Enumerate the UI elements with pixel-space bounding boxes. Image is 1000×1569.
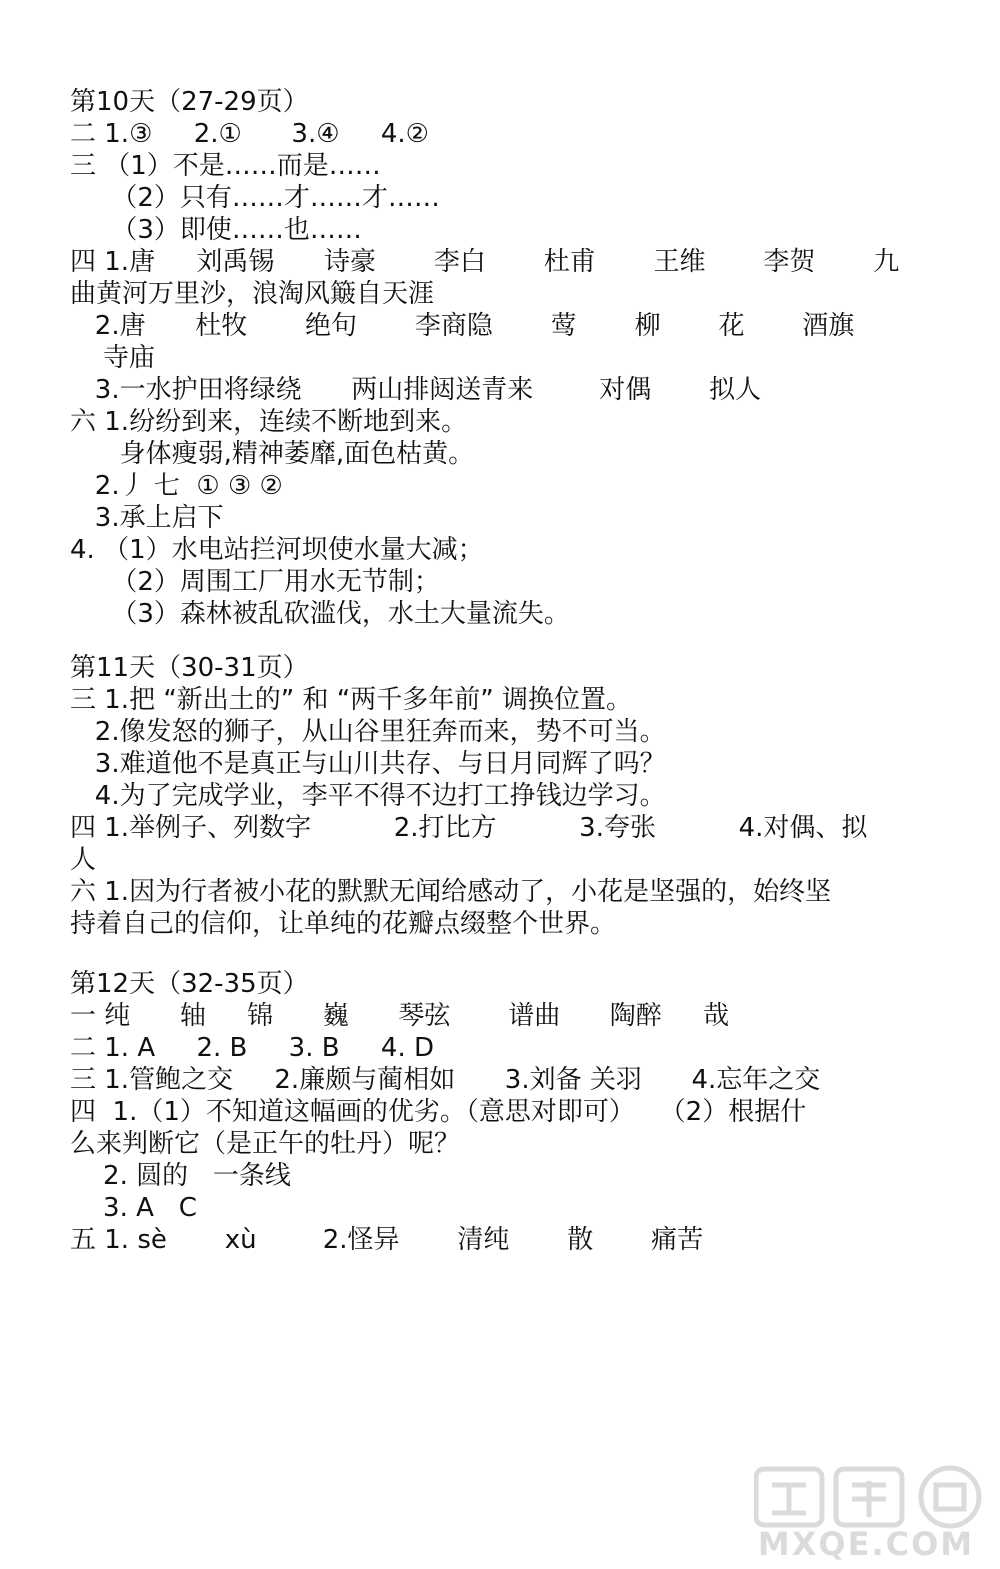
watermark-text: MXQE.COM xyxy=(757,1525,975,1563)
watermark xyxy=(746,1463,986,1563)
day12-line-7: 3. A C xyxy=(70,1193,197,1223)
day10-line-5: 四 1.唐 刘禹锡 诗豪 李白 杜甫 王维 李贺 九 xyxy=(70,247,900,277)
day10-line-9: 3.一水护田将绿绕 两山排闼送青来 对偶 拟人 xyxy=(70,375,762,405)
day10-line-12: 2.丿 七 ① ③ ② xyxy=(70,471,283,501)
day10-heading: 第10天（27-29页） xyxy=(70,87,309,117)
day10-line-16: （3）森林被乱砍滥伐，水土大量流失。 xyxy=(70,599,570,629)
day12-line-1: 一 纯 轴 锦 巍 琴弦 谱曲 陶醉 哉 xyxy=(70,1001,730,1031)
day11-line-5: 四 1.举例子、列数字 2.打比方 3.夸张 4.对偶、拟 xyxy=(70,813,868,843)
day12-line-3: 三 1.管鲍之交 2.廉颇与蔺相如 3.刘备 关羽 4.忘年之交 xyxy=(70,1065,821,1095)
day11-line-8: 持着自己的信仰，让单纯的花瓣点缀整个世界。 xyxy=(70,909,617,939)
day11-line-4: 4.为了完成学业，李平不得不边打工挣钱边学习。 xyxy=(70,781,666,811)
day10-line-13: 3.承上启下 xyxy=(70,503,224,533)
day10-line-7: 2.唐 杜牧 绝句 李商隐 莺 柳 花 酒旗 xyxy=(70,311,855,341)
day11-line-1: 三 1.把 “新出土的” 和 “两千多年前” 调换位置。 xyxy=(70,685,633,715)
day10-line-10: 六 1.纷纷到来，连续不断地到来。 xyxy=(70,407,468,437)
day10-line-6: 曲黄河万里沙，浪淘风簸自天涯 xyxy=(70,279,435,309)
day11-line-7: 六 1.因为行者被小花的默默无闻给感动了，小花是坚强的，始终坚 xyxy=(70,877,832,907)
day11-line-3: 3.难道他不是真正与山川共存、与日月同辉了吗？ xyxy=(70,749,666,779)
day10-line-1: 二 1.③ 2.① 3.④ 4.② xyxy=(70,119,429,149)
day11-line-2: 2.像发怒的狮子，从山谷里狂奔而来，势不可当。 xyxy=(70,717,666,747)
day10-line-2: 三 （1）不是……而是…… xyxy=(70,151,381,181)
day10-line-15: （2）周围工厂用水无节制； xyxy=(70,567,440,597)
day12-line-6: 2. 圆的 一条线 xyxy=(70,1161,291,1191)
watermark-logo-icon xyxy=(754,1463,984,1529)
day10-line-4: （3）即使……也…… xyxy=(70,215,362,245)
day10-line-11: 身体瘦弱,精神萎靡,面色枯黄。 xyxy=(70,439,475,469)
day12-heading: 第12天（32-35页） xyxy=(70,969,309,999)
day12-line-4: 四 1.（1）不知道这幅画的优劣。（意思对即可） （2）根据什 xyxy=(70,1097,807,1127)
day10-line-8: 寺庙 xyxy=(70,343,156,373)
day10-line-3: （2）只有……才……才…… xyxy=(70,183,440,213)
day11-heading: 第11天（30-31页） xyxy=(70,653,309,683)
day12-line-2: 二 1. A 2. B 3. B 4. D xyxy=(70,1033,435,1063)
day12-line-8: 五 1. sè xù 2.怪异 清纯 散 痛苦 xyxy=(70,1225,704,1255)
day10-line-14: 4. （1）水电站拦河坝使水量大减； xyxy=(70,535,484,565)
day11-line-6: 人 xyxy=(70,845,97,875)
day12-line-5: 么来判断它（是正午的牡丹）呢？ xyxy=(70,1129,461,1159)
